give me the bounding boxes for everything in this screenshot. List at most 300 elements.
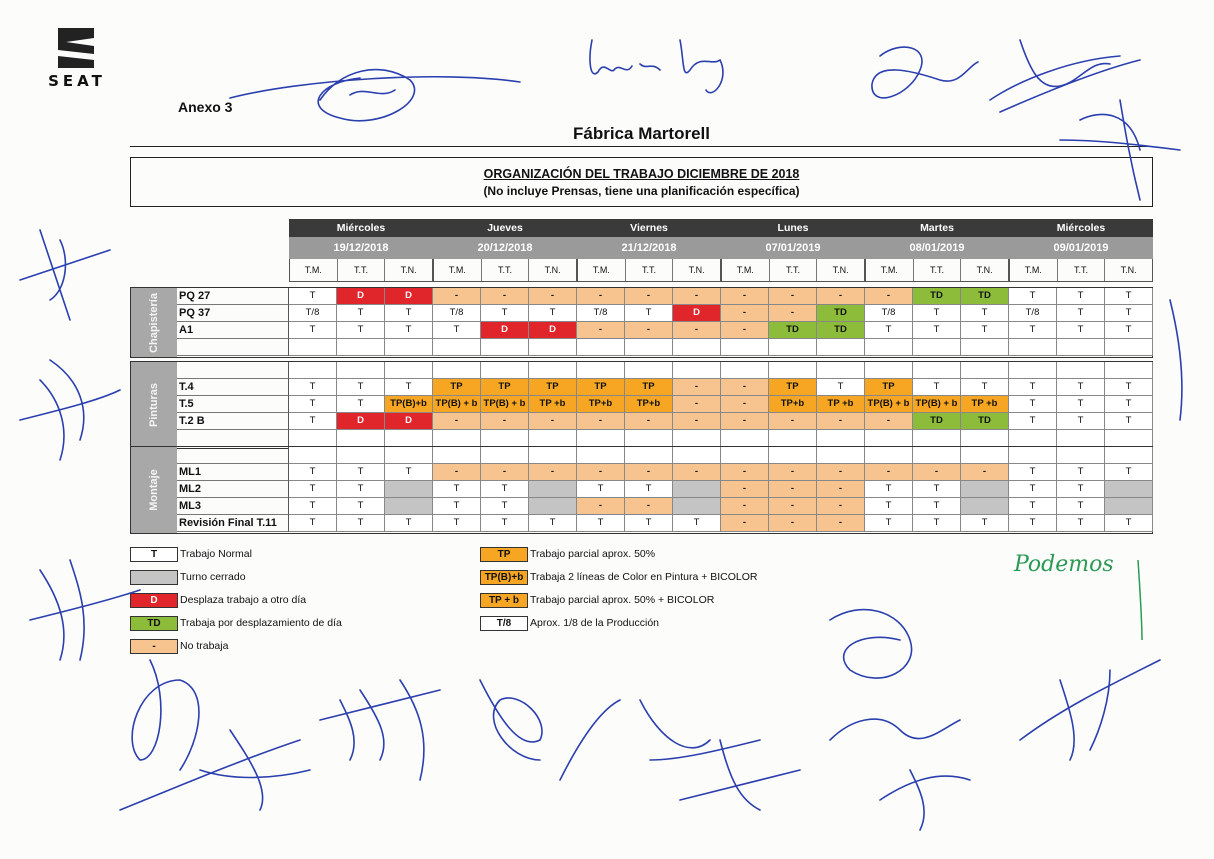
schedule-cell: - [577,498,625,515]
schedule-cell: - [625,413,673,430]
schedule-cell: - [769,464,817,481]
schedule-cell: TP +b [817,396,865,413]
logo-wordmark: SEAT [48,72,106,90]
schedule-cell: T/8 [289,305,337,322]
legend-text: Trabaja por desplazamiento de día [180,617,342,629]
row-label [177,447,289,464]
shift-header: T.N. [400,265,417,275]
signature-3 [872,47,978,98]
schedule-cell: T [1105,322,1153,339]
legend-item [130,546,252,562]
signature-15 [830,610,912,678]
signature-11 [320,680,440,780]
schedule-cell: T [625,515,673,532]
legend-text: Trabajo Normal [180,548,252,560]
factory-title: Fábrica Martorell [573,124,710,143]
schedule-cell: TP [577,379,625,396]
signature-2 [590,40,723,93]
schedule-cell: - [721,379,769,396]
schedule-cell: - [721,322,769,339]
schedule-cell: T [913,498,961,515]
schedule-cell: TP(B)+b [385,396,433,413]
row-label: Revisión Final T.11 [177,515,289,532]
schedule-cell [481,362,529,379]
legend-item [130,592,306,608]
shift-header: T.T. [338,259,386,281]
table-row [177,396,1153,413]
schedule-cell [961,498,1009,515]
shift-header: T.N. [976,265,993,275]
schedule-cell: - [481,464,529,481]
schedule-cell: T [913,481,961,498]
schedule-cell: T [481,515,529,532]
schedule-cell: T [1057,481,1105,498]
schedule-cell [625,447,673,464]
schedule-cell: T [1105,413,1153,430]
schedule-cell [433,447,481,464]
schedule-cell: TP [433,379,481,396]
schedule-cell [625,339,673,356]
shift-headers [577,259,721,282]
schedule-cell: T [481,305,529,322]
schedule-cell: T [961,322,1009,339]
schedule-cell: T [289,288,337,305]
schedule-cell: TD [913,288,961,305]
day-name: Lunes [721,219,865,237]
table-row [177,288,1153,305]
day-date: 20/12/2018 [433,237,577,259]
table-row [177,430,1153,447]
schedule-cell: T [529,305,577,322]
schedule-cell: - [817,288,865,305]
schedule-cell: - [721,305,769,322]
schedule-cell: T/8 [433,305,481,322]
schedule-cell: T [913,322,961,339]
legend-text: Trabaja 2 líneas de Color en Pintura + BICOLOR [530,571,758,583]
schedule-cell [673,362,721,379]
schedule-cell: T [529,515,577,532]
schedule-cell [1057,447,1105,464]
schedule-cell [1009,447,1057,464]
schedule-cell: T [913,379,961,396]
table-row [177,498,1153,515]
table-row [177,447,1153,464]
schedule-cell: TD [961,288,1009,305]
schedule-cell: T [433,322,481,339]
schedule-cell: T [625,481,673,498]
schedule-cell: T [817,379,865,396]
table-row [177,305,1153,322]
schedule-cell [1105,362,1153,379]
schedule-cell: - [625,498,673,515]
schedule-cell: D [385,413,433,430]
schedule-cell: - [817,464,865,481]
schedule-cell: TP+b [577,396,625,413]
schedule-cell [1105,447,1153,464]
schedule-cell [433,362,481,379]
schedule-cell [961,481,1009,498]
row-label: T.5 [177,396,289,413]
schedule-cell: - [865,413,913,430]
legend-text: Trabajo parcial aprox. 50% [530,548,656,560]
table-row [177,339,1153,356]
schedule-cell [337,362,385,379]
schedule-cell: T [385,305,433,322]
day-name: Miércoles [289,219,433,237]
schedule-cell: T [1057,413,1105,430]
signature-12 [480,680,542,760]
schedule-cell [913,447,961,464]
schedule-cell: D [337,413,385,430]
schedule-cell: T [289,481,337,498]
row-label: ML1 [177,464,289,481]
schedule-cell: - [961,464,1009,481]
legend-text: Aprox. 1/8 de la Producción [530,617,659,629]
schedule-cell [769,447,817,464]
schedule-cell: T/8 [865,305,913,322]
schedule-cell [865,339,913,356]
legend-item [130,569,246,585]
shift-header: T.T. [1058,259,1106,281]
schedule-cell [1057,339,1105,356]
schedule-cell: - [433,413,481,430]
schedule-cell: T [337,396,385,413]
schedule-cell [769,362,817,379]
signature-14 [680,740,800,810]
schedule-cell: T [337,305,385,322]
schedule-cell [625,362,673,379]
schedule-cell: - [625,288,673,305]
day-name: Jueves [433,219,577,237]
schedule-cell [817,362,865,379]
schedule-cell: T [961,515,1009,532]
schedule-cell: T [1009,464,1057,481]
schedule-cell: TP [481,379,529,396]
schedule-cell: T [1009,288,1057,305]
schedule-cell: T [1009,481,1057,498]
schedule-cell [529,481,577,498]
schedule-cell: - [769,481,817,498]
document-title-box [130,157,1153,207]
schedule-cell [529,362,577,379]
schedule-cell: - [721,288,769,305]
schedule-cell: T [577,515,625,532]
schedule-cell: - [817,498,865,515]
schedule-cell: T [913,515,961,532]
row-label [177,430,289,447]
schedule-cell [289,447,337,464]
schedule-cell: T [337,379,385,396]
schedule-cell [913,430,961,447]
schedule-cell: T [1057,498,1105,515]
schedule-cell [1057,362,1105,379]
schedule-cell: - [577,413,625,430]
day-date: 19/12/2018 [289,237,433,259]
schedule-cell [673,430,721,447]
schedule-cell [673,481,721,498]
schedule-cell: T [433,481,481,498]
schedule-cell: T [481,498,529,515]
schedule-cell: TP(B) + b [865,396,913,413]
schedule-cell [481,339,529,356]
schedule-cell: TP(B) + b [433,396,481,413]
schedule-cell [673,339,721,356]
schedule-cell: D [673,305,721,322]
legend-item [480,569,758,585]
row-label: T.4 [177,379,289,396]
schedule-cell: T [1105,305,1153,322]
schedule-cell [385,447,433,464]
schedule-cell: T [913,305,961,322]
schedule-cell [721,362,769,379]
schedule-cell: TP [625,379,673,396]
schedule-cell: T [865,515,913,532]
schedule-cell: - [673,396,721,413]
legend-swatch: D [130,593,178,608]
schedule-cell: - [721,481,769,498]
schedule-cell: T [625,305,673,322]
schedule-cell: - [529,413,577,430]
schedule-cell: T [385,322,433,339]
day-header [865,219,1009,284]
schedule-cell: - [721,413,769,430]
day-date: 21/12/2018 [577,237,721,259]
schedule-cell [1057,430,1105,447]
schedule-cell [961,339,1009,356]
signature-7 [20,360,120,460]
schedule-cell: TD [913,413,961,430]
section-1 [130,361,1153,449]
schedule-cell [289,362,337,379]
table-row [177,379,1153,396]
section-0 [130,287,1153,358]
schedule-cell [529,339,577,356]
shift-header: T.M. [1010,259,1058,281]
schedule-cell [577,362,625,379]
schedule-cell [961,362,1009,379]
day-name: Miércoles [1009,219,1153,237]
day-header [289,219,433,284]
shift-header: T.N. [832,265,849,275]
legend-text: No trabaja [180,640,229,652]
table-row [177,413,1153,430]
day-name: Viernes [577,219,721,237]
row-label: PQ 37 [177,305,289,322]
schedule-cell: T [1009,515,1057,532]
schedule-cell [577,430,625,447]
section-name: Chapistería [148,292,160,353]
shift-headers [1009,259,1153,282]
signature-18 [1020,660,1160,760]
schedule-cell [961,447,1009,464]
schedule-cell [337,339,385,356]
section-label-bar [131,362,177,448]
schedule-cell [577,447,625,464]
schedule-cell: T [289,413,337,430]
schedule-cell: T [1105,379,1153,396]
day-header [721,219,865,284]
row-label: PQ 27 [177,288,289,305]
shift-header: T.T. [482,259,530,281]
schedule-cell [721,339,769,356]
schedule-cell: - [577,464,625,481]
schedule-cell: T [1105,288,1153,305]
legend-swatch: - [130,639,178,654]
schedule-cell [1009,339,1057,356]
shift-header: T.N. [544,265,561,275]
schedule-cell: - [721,515,769,532]
seat-logo-icon [54,26,98,70]
schedule-cell: T [289,322,337,339]
schedule-cell: TP +b [961,396,1009,413]
schedule-cell: T [289,379,337,396]
schedule-cell: T [337,464,385,481]
schedule-cell: - [721,464,769,481]
schedule-cell: - [721,396,769,413]
schedule-cell: - [769,498,817,515]
schedule-cell: T [481,481,529,498]
handwritten-note: Podemos [1014,552,1114,577]
document-subtitle: (No incluye Prensas, tiene una planificación específica) [483,184,800,198]
schedule-cell: - [625,464,673,481]
shift-headers [865,259,1009,282]
row-label [177,362,289,379]
schedule-cell: - [817,413,865,430]
schedule-cell: T [673,515,721,532]
schedule-cell: - [625,322,673,339]
schedule-cell [289,339,337,356]
signature-17 [880,770,970,830]
schedule-cell: T [1009,322,1057,339]
schedule-cell: TP [769,379,817,396]
row-label: ML2 [177,481,289,498]
schedule-cell: - [673,322,721,339]
schedule-cell: T [385,379,433,396]
day-header [577,219,721,284]
schedule-cell [721,447,769,464]
schedule-cell: T [289,396,337,413]
signature-13 [560,700,760,780]
schedule-cell: - [817,481,865,498]
schedule-cell: T [1009,396,1057,413]
signature-6 [20,230,110,320]
schedule-cell: T [1009,498,1057,515]
row-label: T.2 B [177,413,289,430]
schedule-cell: T [1057,305,1105,322]
schedule-cell [337,447,385,464]
schedule-cell: - [481,288,529,305]
schedule-cell: - [913,464,961,481]
schedule-cell [625,430,673,447]
shift-header: T.N. [1120,265,1137,275]
schedule-cell: D [529,322,577,339]
schedule-cell: T [1057,515,1105,532]
legend-text: Desplaza trabajo a otro día [180,594,307,606]
day-header [433,219,577,284]
schedule-cell [769,339,817,356]
schedule-cell: T [961,379,1009,396]
schedule-cell: T [433,498,481,515]
schedule-cell: T [1057,379,1105,396]
schedule-cell: - [673,379,721,396]
schedule-cell [529,430,577,447]
schedule-cell: TP [529,379,577,396]
schedule-cell: - [769,413,817,430]
day-date: 09/01/2019 [1009,237,1153,259]
schedule-cell [529,498,577,515]
signature-8 [30,560,140,660]
shift-header: T.M. [578,259,626,281]
legend-item [130,615,342,631]
schedule-cell: T [961,305,1009,322]
signature-10 [120,730,310,810]
schedule-cell: - [577,322,625,339]
schedule-cell: D [385,288,433,305]
schedule-cell [673,498,721,515]
schedule-cell: T [289,464,337,481]
schedule-cell: - [673,413,721,430]
schedule-cell [817,339,865,356]
signature-16 [830,719,960,740]
schedule-cell: - [529,288,577,305]
schedule-cell [577,339,625,356]
row-label [177,339,289,356]
schedule-cell: - [433,464,481,481]
schedule-cell: T [337,498,385,515]
schedule-cell: - [865,288,913,305]
legend-swatch: TP + b [480,593,528,608]
table-row [177,464,1153,481]
schedule-cell: T [1105,515,1153,532]
schedule-cell: D [337,288,385,305]
schedule-cell: - [529,464,577,481]
schedule-cell [529,447,577,464]
schedule-cell: - [577,288,625,305]
legend-swatch [130,570,178,585]
section-label-bar [131,447,177,533]
signature-4 [990,40,1140,112]
schedule-cell: T [577,481,625,498]
schedule-cell [1105,498,1153,515]
schedule-cell [289,430,337,447]
schedule-cell: T [1057,288,1105,305]
legend-item [480,592,714,608]
schedule-cell: T/8 [577,305,625,322]
schedule-cell [721,430,769,447]
schedule-cell [673,447,721,464]
schedule-cell [961,430,1009,447]
day-date: 08/01/2019 [865,237,1009,259]
schedule-cell: T [337,515,385,532]
table-row [177,362,1153,379]
schedule-cell [913,362,961,379]
schedule-cell [913,339,961,356]
shift-header: T.N. [688,265,705,275]
schedule-cell: TD [817,322,865,339]
schedule-cell: TP [865,379,913,396]
legend-item [130,638,228,654]
table-row [177,322,1153,339]
schedule-cell [337,430,385,447]
schedule-cell: - [433,288,481,305]
schedule-cell: - [769,515,817,532]
schedule-cell: T [865,481,913,498]
document-title: ORGANIZACIÓN DEL TRABAJO DICIEMBRE DE 2018 [483,167,800,181]
schedule-cell: T [1057,396,1105,413]
signature-green-line [1138,560,1142,640]
schedule-cell: D [481,322,529,339]
schedule-cell [769,430,817,447]
